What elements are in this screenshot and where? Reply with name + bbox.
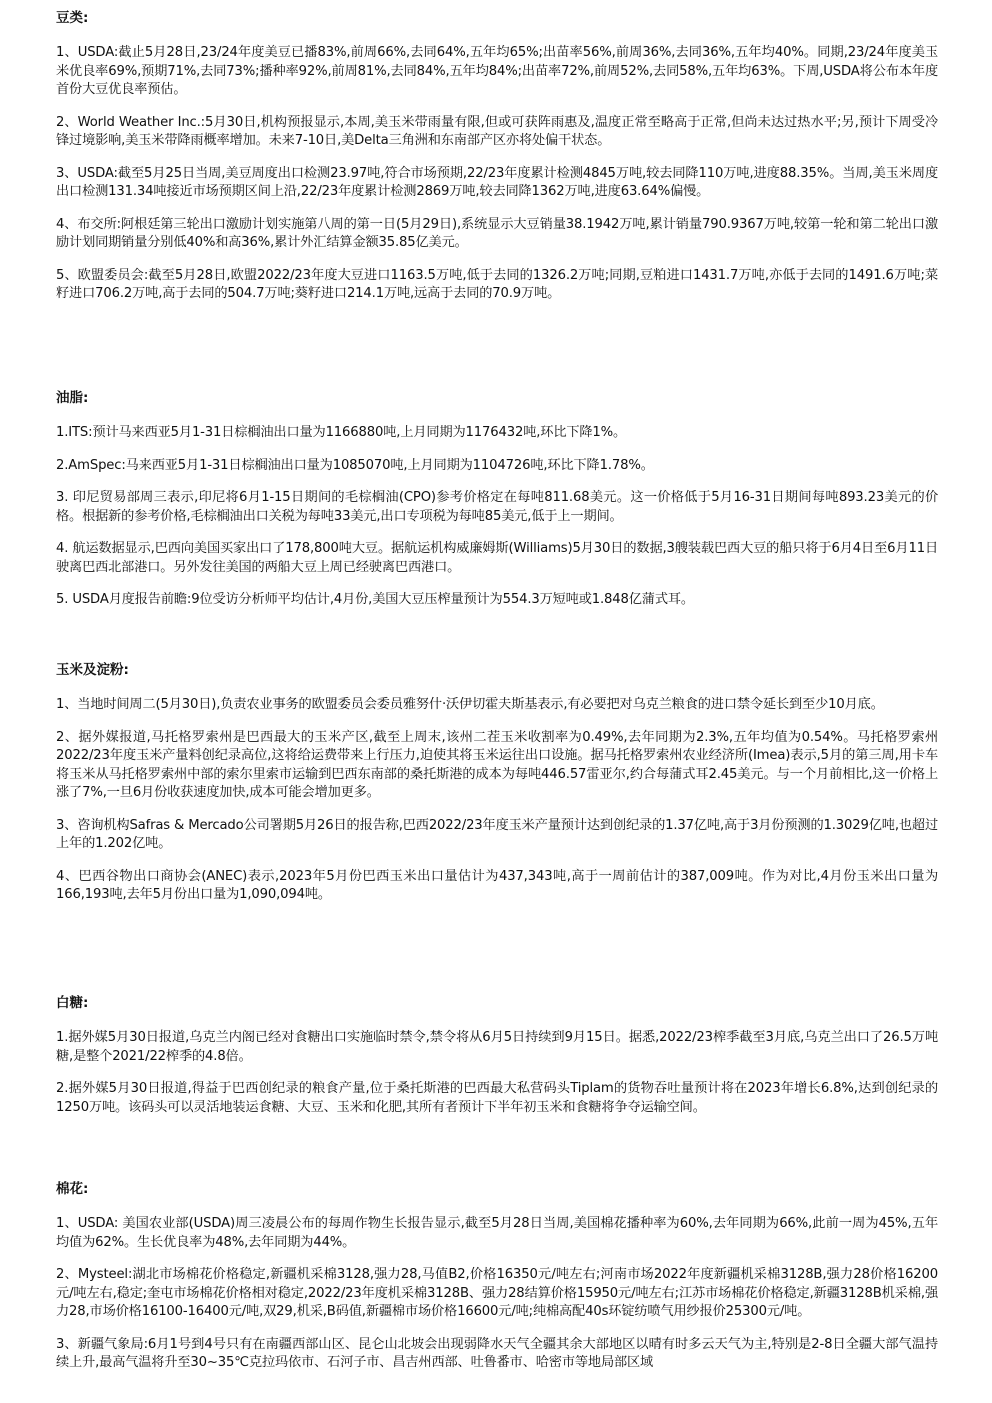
news-item: 2、Mysteel:湖北市场棉花价格稳定,新疆机采棉3128,强力28,马值B2,价格16350元/吨左右;河南市场2022年度新疆机采棉3128B,强力28价格16200元/吨左右,稳定;奎屯市场棉花价格相对稳定,2022/23年度机采棉3128B、强力28结算价格15950元/吨左右;江苏市场棉花价格稳定,新疆3128B机采棉,强力28,市场价格16100-16400元/吨,双29,机采,B码值,新疆棉市场价格16600元/吨;纯棉高配40s环锭纺喷气用纱报价25300元/吨。: [56, 1267, 938, 1319]
section-cotton: [56, 1179, 938, 1373]
news-item: 4. 航运数据显示,巴西向美国买家出口了178,800吨大豆。据航运机构威廉姆斯(Williams)5月30日的数据,3艘装载巴西大豆的船只将于6月4日至6月11日驶离巴西北部港口。另外发往美国的两船大豆上周已经驶离巴西港口。: [56, 541, 938, 575]
news-item: 3. 印尼贸易部周三表示,印尼将6月1-15日期间的毛棕榈油(CPO)参考价格定在每吨811.68美元。这一价格低于5月16-31日期间每吨893.23美元的价格。根据新的参考价格,毛棕榈油出口关税为每吨33美元,出口专项税为每吨85美元,低于上一期间。: [56, 490, 938, 524]
news-item: 1、USDA: 美国农业部(USDA)周三凌晨公布的每周作物生长报告显示,截至5月28日当周,美国棉花播种率为60%,去年同期为66%,此前一周为45%,五年均值为62%。生长优良率为48%,去年同期为44%。: [56, 1216, 938, 1250]
news-item: 5、欧盟委员会:截至5月28日,欧盟2022/23年度大豆进口1163.5万吨,低于去同的1326.2万吨;同期,豆粕进口1431.7万吨,亦低于去同的1491.6万吨;菜籽进口706.2万吨,高于去同的504.7万吨;葵籽进口214.1万吨,远高于去同的70.9万吨。: [56, 267, 938, 301]
news-item: 2.据外媒5月30日报道,得益于巴西创纪录的粮食产量,位于桑托斯港的巴西最大私营码头Tiplam的货物吞吐量预计将在2023年增长6.8%,达到创纪录的1250万吨。该码头可以灵活地装运食糖、大豆、玉米和化肥,其所有者预计下半年初玉米和食糖将争夺运输空间。: [56, 1081, 938, 1115]
section-soybeans: [56, 8, 938, 304]
news-item: 2.AmSpec:马来西亚5月1-31日棕榈油出口量为1085070吨,上月同期为1104726吨,环比下降1.78%。: [56, 457, 654, 473]
section-sugar: [56, 993, 938, 1117]
news-item: 3、新疆气象局:6月1号到4号只有在南疆西部山区、昆仑山北坡会出现弱降水天气全疆其余大部地区以晴有时多云天气为主,特别是2-8日全疆大部气温持续上升,最高气温将升至30~35℃克拉玛依市、石河子市、昌吉州西部、吐鲁番市、哈密市等地局部区域: [56, 1336, 938, 1370]
section-title: 白糖:: [56, 995, 89, 1011]
news-item: 1、USDA:截止5月28日,23/24年度美豆已播83%,前周66%,去同64%,五年均65%;出苗率56%,前周36%,去同36%,五年均40%。同期,23/24年度美玉米优良率69%,预期71%,去同73%;播种率92%,前周81%,去同84%,五年均84%;出苗率72%,前周52%,去同58%,五年均63%。下周,USDA将公布本年度首份大豆优良率预估。: [56, 45, 938, 97]
news-item: 4、布交所:阿根廷第三轮出口激励计划实施第八周的第一日(5月29日),系统显示大豆销量38.1942万吨,累计销量790.9367万吨,较第一轮和第二轮出口激励计划同期销量分别低40%和高36%,累计外汇结算金额35.85亿美元。: [56, 216, 938, 250]
news-item: 2、World Weather Inc.:5月30日,机构预报显示,本周,美玉米带雨量有限,但或可获阵雨惠及,温度正常至略高于正常,但尚未达过热水平;另,预计下周受冷锋过境影响,美玉米带降雨概率增加。未来7-10日,美Delta三角洲和东南部产区亦将处偏干状态。: [56, 114, 938, 148]
news-item: 3、USDA:截至5月25日当周,美豆周度出口检测23.97吨,符合市场预期,22/23年度累计检测4845万吨,较去同降110万吨,进度88.35%。当周,美玉米周度出口检测131.34吨接近市场预期区间上沿,22/23年度累计检测2869万吨,较去同降1362万吨,进度63.64%偏慢。: [56, 165, 938, 199]
news-item: 2、据外媒报道,马托格罗索州是巴西最大的玉米产区,截至上周末,该州二茬玉米收割率为0.49%,去年同期为2.3%,五年均值为0.54%。马托格罗索州2022/23年度玉米产量料创纪录高位,这将给运费带来上行压力,迫使其将玉米运往出口设施。据马托格罗索州农业经济所(Imea)表示,5月的第三周,用卡车将玉米从马托格罗索州中部的索尔里索市运输到巴西东南部的桑托斯港的成本为每吨446.57雷亚尔,约合每蒲式耳2.45美元。与一个月前相比,这一价格上涨了7%,一旦6月份收获速度加快,成本可能会增加更多。: [56, 729, 938, 800]
section-title: 豆类:: [56, 10, 89, 26]
news-item: 1.据外媒5月30日报道,乌克兰内阁已经对食糖出口实施临时禁令,禁令将从6月5日持续到9月15日。据悉,2022/23榨季截至3月底,乌克兰出口了26.5万吨糖,是整个2021/22榨季的4.8倍。: [56, 1030, 938, 1064]
news-item: 1、当地时间周二(5月30日),负责农业事务的欧盟委员会委员雅努什·沃伊切霍夫斯基表示,有必要把对乌克兰粮食的进口禁令延长到至少10月底。: [56, 697, 884, 712]
news-item: 5. USDA月度报告前瞻:9位受访分析师平均估计,4月份,美国大豆压榨量预计为554.3万短吨或1.848亿蒲式耳。: [56, 592, 694, 607]
section-corn-starch: [56, 660, 938, 905]
section-oils: [56, 388, 938, 610]
news-item: 4、巴西谷物出口商协会(ANEC)表示,2023年5月份巴西玉米出口量估计为437,343吨,高于一周前估计的387,009吨。作为对比,4月份玉米出口量为166,193吨,去年5月份出口量为1,090,094吨。: [56, 868, 938, 902]
section-title: 棉花:: [56, 1181, 89, 1197]
news-item: 3、咨询机构Safras & Mercado公司署期5月26日的报告称,巴西2022/23年度玉米产量预计达到创纪录的1.37亿吨,高于3月份预测的1.3029亿吨,也超过上年的1.202亿吨。: [56, 817, 938, 851]
section-title: 油脂:: [56, 390, 89, 406]
section-title: 玉米及淀粉:: [56, 662, 129, 678]
news-item: 1.ITS:预计马来西亚5月1-31日棕榈油出口量为1166880吨,上月同期为1176432吨,环比下降1%。: [56, 425, 627, 440]
document-page: [56, 0, 938, 1403]
